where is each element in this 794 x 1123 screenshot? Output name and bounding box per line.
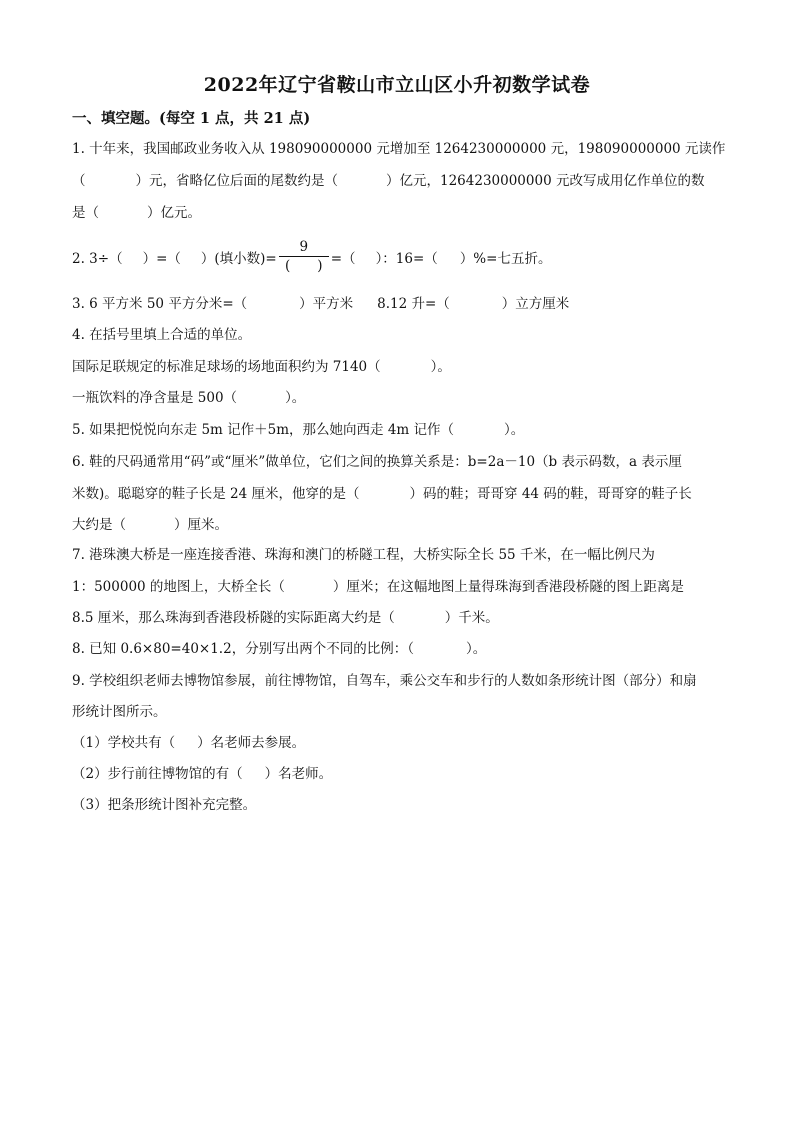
q3-text-a: 3. 6 平方米 50 平方分米=（ <box>72 296 248 312</box>
q2-fraction-bar <box>279 256 329 257</box>
q4-line2 <box>72 357 451 377</box>
q8-text-b: ）。 <box>465 641 487 657</box>
q9-text-1: 9. 学校组织老师去博物馆参展，前往博物馆，自驾车，乘公交车和步行的人数如条形统计图（部分）和扇 <box>72 673 697 689</box>
q4-text-2b: ）。 <box>430 359 451 375</box>
q2-text-a: 2. 3÷（ <box>72 251 123 267</box>
q2-text-b: ）=（ <box>142 251 181 267</box>
q2-text-e: ）：16=（ <box>375 251 438 267</box>
page-title: 2022年辽宁省鞍山市立山区小升初数学试卷 <box>203 74 591 96</box>
section-heading-fill-in: 一、填空题。(每空 1 点，共 21 点) <box>72 110 311 127</box>
q6-text-3a: 大约是（ <box>72 517 126 533</box>
q4-text-3a: 一瓶饮料的净含量是 500（ <box>72 390 238 406</box>
q9-sub1 <box>72 733 305 753</box>
q2-fraction-numerator: 9 <box>299 239 309 255</box>
q7-text-2a: 1：500000 的地图上，大桥全长（ <box>72 579 285 595</box>
q3-text-c: 8.12 升=（ <box>377 296 450 312</box>
q5-text-a: 5. 如果把悦悦向东走 5m 记作＋5m，那么她向西走 4m 记作（ <box>72 422 455 438</box>
q9-sub3-text: （3）把条形统计图补充完整。 <box>72 797 257 813</box>
q2-text-f: ）%=七五折。 <box>459 251 552 267</box>
q1-text-2a: （ <box>72 173 86 189</box>
q7-text-1: 7. 港珠澳大桥是一座连接香港、珠海和澳门的桥隧工程，大桥实际全长 55 千米，在一幅比例尺为 <box>72 547 655 563</box>
q7-line1 <box>72 545 655 565</box>
q2-fraction <box>279 239 329 274</box>
q1-text-3b: ）亿元。 <box>147 205 201 221</box>
q1-line3 <box>72 203 201 223</box>
q4-text-1: 4. 在括号里填上合适的单位。 <box>72 327 252 343</box>
q9-text-2: 形统计图所示。 <box>72 704 167 720</box>
q9-sub3 <box>72 795 256 815</box>
q7-text-3b: ）千米。 <box>444 610 499 626</box>
q1-text-2c: ）亿元，1264230000000 元改写成用亿作单位的数 <box>386 173 705 189</box>
q6-text-2a: 米数)。聪聪穿的鞋子长是 24 厘米，他穿的是（ <box>72 486 360 502</box>
q3-text-b: ）平方米 <box>299 296 354 312</box>
q9-sub2 <box>72 764 332 784</box>
q4-line1 <box>72 325 251 345</box>
q6-text-1: 6. 鞋的尺码通常用“码”或“厘米”做单位，它们之间的换算关系是：b=2a－10（b 表示码数，a 表示厘 <box>72 454 682 470</box>
q4-text-2a: 国际足联规定的标准足球场的场地面积约为 7140（ <box>72 359 381 375</box>
q6-line2 <box>72 484 692 504</box>
q8-line <box>72 639 486 659</box>
q9-sub1-text-a: （1）学校共有（ <box>72 735 176 751</box>
q4-line3 <box>72 388 305 408</box>
q2-text-d: =（ <box>330 251 356 267</box>
q5-line <box>72 420 524 440</box>
q9-sub2-text-b: ）名老师。 <box>264 766 333 782</box>
q4-text-3b: ）。 <box>285 390 306 406</box>
q6-text-2b: ）码的鞋；哥哥穿 44 码的鞋，哥哥穿的鞋子长 <box>409 486 692 502</box>
q6-line1 <box>72 452 682 472</box>
q2-text-c: ）(填小数)= <box>200 251 277 267</box>
q1-text-3a: 是（ <box>72 205 99 221</box>
q9-line2 <box>72 702 167 722</box>
q9-line1 <box>72 671 697 691</box>
q9-sub2-text-a: （2）步行前往博物馆的有（ <box>72 766 243 782</box>
q7-text-3a: 8.5 厘米，那么珠海到香港段桥隧的实际距离大约是（ <box>72 610 395 626</box>
q8-text-a: 8. 已知 0.6×80=40×1.2，分别写出两个不同的比例：（ <box>72 641 414 657</box>
q1-line1 <box>72 139 725 159</box>
q2-line <box>72 239 552 277</box>
q3-line <box>72 294 569 314</box>
q1-text-1: 1. 十年来，我国邮政业务收入从 198090000000 元增加至 1264230000000 元，198090000000 元读作 <box>72 141 726 157</box>
q7-line3 <box>72 608 499 628</box>
q7-text-2b: ）厘米；在这幅地图上量得珠海到香港段桥隧的图上距离是 <box>332 579 684 595</box>
q9-sub1-text-b: ）名老师去参展。 <box>197 735 306 751</box>
q6-text-3b: ）厘米。 <box>174 517 228 533</box>
q2-fraction-denominator[interactable]: ( ) <box>284 258 323 274</box>
q5-text-b: ）。 <box>504 422 525 438</box>
q6-line3 <box>72 515 228 535</box>
q3-text-d: ）立方厘米 <box>501 296 570 312</box>
q1-text-2b: ）元，省略亿位后面的尾数约是（ <box>135 173 338 189</box>
q7-line2 <box>72 577 684 597</box>
q1-line2 <box>72 171 704 191</box>
